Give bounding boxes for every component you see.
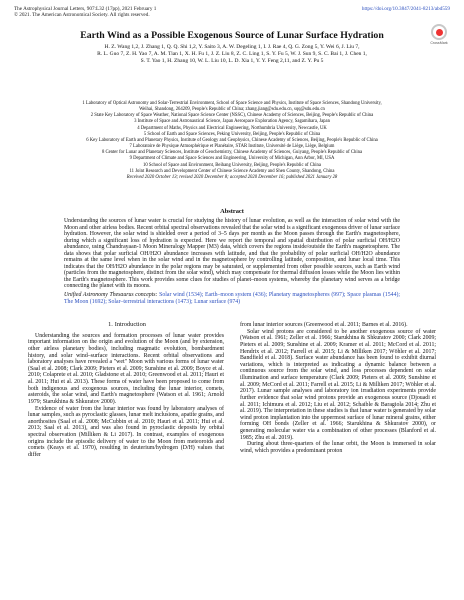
author-line: S. T. Yao 1, H. Zhang 10, W. L. Liu 10, L. D. Xia 1, Y. Y. Feng 2,11, and Z. Y. Pu 5 (140, 58, 324, 65)
doi-link[interactable]: https://doi.org/10.3847/2041-8213/abd559 (361, 6, 450, 12)
body-paragraph: Solar wind protons are considered to be another exogenous source of water (Watson et al. 1961; Zeller et al. 1966; Starukhina & Shkuratov 2000; Clark 2009; Pieters et al. 2009; Sunshine et al. 2009; Kramer et al. 2011; McCord et al. 2011; Hendrix et al. 2012; Farrell et al. 2015; Li & Milliken 2017; Wöhler et al. 2017; Bandfield et al. 2018). Surface water abundance has been found to exhibit diurnal variations, which is interpreted as indicating a dynamic balance between a continuous source from the solar wind, and loss processes dependent on solar illumination and surface temperature (Clark 2009; Pieters et al. 2009; Sunshine et al. 2009; McCord et al. 2011; Farrell et al. 2015; Li & Milliken 2017; Wöhler et al. 2017). Lunar sample analyses and laboratory ion irradiation experiments provide further evidence that solar wind protons provide an exogenous source (Djouadi et al. 2011; Ichimura et al. 2012; Liu et al. 2012; Schaible & Baragiola 2014; Zhu et al. 2019). The interpretation in these studies is that lunar water is generated by solar wind proton implantation into the uppermost surface of lunar mineral grains, either forming OH bonds (Zeller et al. 1966; Starukhina & Shkuratov 2000), or generating molecular water via a combination of other processes (Blanford et al. 1985; Zhu et al. 2019). (240, 328, 436, 441)
keywords-label: Unified Astronomy Thesaurus concepts: (64, 292, 158, 299)
abstract-heading: Abstract (220, 208, 244, 215)
body-paragraph: Understanding the sources and formation processes of lunar water provides important information on the origin and evolution of the Moon (and by extension, other airless planetary bodies), including magmatic evolution, bombardment history, and solar wind–surface interactions. Recent orbital observations and laboratory analyses have revealed a "wet" Moon with various forms of lunar water (Saal et al. 2008; Clark 2009; Pieters et al. 2009; Sunshine et al. 2009; Boyce et al. 2010; Colaprete et al. 2010; Gladstone et al. 2010; Greenwood et al. 2011; Hauri et al. 2011; Hui et al. 2013). These forms of water have been proposed to come from both indigenous and exogenous sources, including the lunar interior, comets, asteroids, the solar wind, and Earth's magnetosphere (Watson et al. 1961; Arnold 1979; Starukhina & Shkuratov 2000). (28, 332, 224, 405)
affiliation-line: 10 School of Space and Environment, Beihang University, Beijing, People's Republic of China (143, 162, 321, 168)
paper-title: Earth Wind as a Possible Exogenous Source of Lunar Surface Hydration (80, 30, 384, 41)
affiliation-line: 7 Laboratoire de Physique Atmosphérique et Planétaire, STAR Institute, Université de Liège, Liège, Belgium (129, 144, 335, 150)
affiliation-line: Weihai, Shandong, 264209, People's Republic of China; zhang.jiang@sdu.edu.cn, sqq@sdu.edu.cn (139, 107, 325, 113)
affiliation-line: 4 Department of Maths, Physics and Electrical Engineering, Northumbria University, Newcastle, UK (137, 125, 327, 131)
left-column (28, 322, 224, 459)
body-paragraph: During about three-quarters of the lunar orbit, the Moon is immersed in solar wind, which provides a predominant proton (240, 441, 436, 454)
abstract-block (64, 218, 400, 305)
abstract-text: Understanding the sources of lunar water is crucial for studying the history of lunar evolution, as well as the interaction of solar wind with the Moon and other airless bodies. Recent orbital spectral observations revealed that the solar wind is a significant exogenous driver of lunar surface hydration. However, the solar wind is shielded over a period of 3–5 days per month as the Moon passes through the Earth's magnetosphere, during which a significant loss of hydration is expected. Here we report the temporal and spatial distribution of polar surficial OH/H2O abundance, using Chandrayaan-1 Moon Mineralogy Mapper (M3) data, which covers the regions inside/outside the Earth's magnetosphere. The data shows that polar surficial OH/H2O abundance increases with latitude, and that the probability of polar surficial OH/H2O abundance remains at the same level when in the solar wind and in the magnetosphere by controlling latitude, composition, and lunar local time. This indicates that the OH/H2O abundance in the polar regions may be saturated, or supplemented from other possible sources, such as Earth wind (particles from the magnetosphere, distinct from the solar wind), which may compensate for thermal diffusion losses while the Moon lies within the Earth's magnetosphere. This work provides some clues for studies of planet–moon systems, whereby the planetary wind serves as a bridge connecting the planet with its moons. (64, 218, 400, 290)
section-number: 1. (108, 321, 113, 328)
journal-header (14, 6, 450, 19)
affiliation-line: 6 Key Laboratory of Earth and Planetary Physics, Institute of Geology and Geophysics, Chinese Academy of Sciences, Beijing, People's Republic of China (86, 137, 378, 143)
copyright-line: © 2021. The American Astronomical Society. All rights reserved. (14, 12, 150, 19)
crossmark-badge[interactable] (430, 24, 448, 46)
affiliation-line: 5 School of Earth and Space Sciences, Peking University, Beijing, People's Republic of China (143, 131, 321, 137)
affiliation-list (12, 101, 452, 181)
section-heading (28, 322, 224, 329)
affiliation-line: 8 Center for Lunar and Planetary Sciences, Institute of Geochemistry, Chinese Academy of Sciences, Guiyang, People's Republic of China (101, 150, 363, 156)
keywords-list[interactable]: Solar wind (1534); Earth–moon system (436); Planetary magnetospheres (997); Space plasmas (1544); The Moon (1692); Solar–terrestrial interactions (1473); Lunar surface (974) (64, 292, 401, 305)
body-paragraph: from lunar interior sources (Greenwood et al. 2011; Barnes et al. 2016). (240, 322, 408, 328)
affiliation-line: 2 State Key Laboratory of Space Weather, National Space Science Center (NSSC), Chinese Academy of Sciences, Beijing, People's Republic of China (90, 113, 374, 119)
affiliation-line: 3 Institute of Space and Astronautical Science, Japan Aerospace Exploration Agency, Sagamihara, Japan (134, 119, 330, 125)
crossmark-label: CrossMark (430, 41, 448, 45)
journal-citation: The Astrophysical Journal Letters, 907:L32 (17pp), 2021 February 1 (14, 6, 157, 12)
right-column (240, 322, 436, 455)
affiliation-line: 1 Laboratory of Optical Astronomy and Solar-Terrestrial Environment, School of Space Science and Physics, Institute of Space Sciences, Shandong University, (82, 101, 382, 106)
body-paragraph: Evidence of water from the lunar interior was found by laboratory analyses of lunar samples, such as pyroclastic glasses, lunar melt inclusions, apatite grains, and anorthosites (Saal et al. 2008; McCubbin et al. 2010; Hauri et al. 2011; Hui et al. 2013; Saal et al. 2013), and was also found in pyroclastic deposits by orbital spectral observation (Milliken & Li 2017). In contrast, examples of exogenous origins include the episodic delivery of water to the Moon from meteoroids and comets (Keays et al. 1970), resulting in deuterium/hydrogen (D/H) values that differ (28, 405, 224, 458)
received-dates: Received 2020 October 13; revised 2020 December 8; accepted 2020 December 16; published 2021 January 28 (126, 174, 338, 180)
author-line: R. L. Guo 7, Z. H. Yao 7, A. M. Tian 1, X. H. Fu 1, J. Z. Liu 8, Z. C. Ling 1, S. Y. Fu 5, W. J. Sun 9, S. C. Bai 1, J. Chen 1, (97, 51, 367, 58)
affiliation-line: 9 Department of Climate and Space Sciences and Engineering, University of Michigan, Ann Arbor, MI, USA (129, 156, 335, 162)
keywords (64, 292, 400, 305)
section-title: Introduction (114, 321, 146, 328)
affiliation-line: 11 Joint Research and Development Center of Chinese Science Academy and Shen County, Shandong, China (129, 168, 335, 174)
author-line: H. Z. Wang 1,2, J. Zhang 1, Q. Q. Shi 1,2, Y. Saito 3, A. W. Degeling 1, I. J. Rae 4, Q. G. Zong 5, Y. Wei 6, J. Liu 7, (104, 44, 360, 50)
author-list (18, 44, 446, 66)
crossmark-icon (431, 24, 447, 40)
